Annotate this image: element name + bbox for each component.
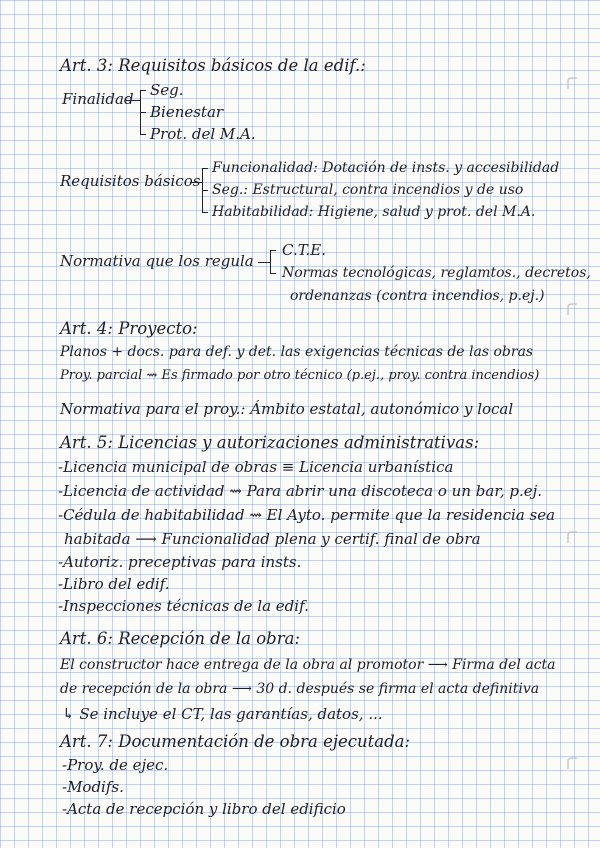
art4-line: Planos + docs. para def. y det. las exigencias técnicas de las obras [60,344,534,360]
art5-item: -Libro del edif. [58,575,170,593]
art7-item: -Proy. de ejec. [62,756,169,774]
finalidad-label: Finalidad [62,90,134,108]
art4-line: Proy. parcial ⇝ Es firmado por otro técnico (p.ej., proy. contra incendios) [60,368,540,383]
art5-title: Art. 5: Licencias y autorizaciones administrativas: [60,433,480,452]
requisito-item: Seg.: Estructural, contra incendios y de uso [212,182,524,198]
punch-hole-mark [565,302,579,316]
art7-item: -Acta de recepción y libro del edificio [62,800,346,818]
punch-hole-mark [565,530,579,544]
art4-title: Art. 4: Proyecto: [60,319,198,338]
art3-title: Art. 3: Requisitos básicos de la edif.: [60,56,366,75]
art6-title: Art. 6: Recepción de la obra: [60,629,301,648]
requisito-item: Habitabilidad: Higiene, salud y prot. del M.A. [212,204,536,220]
art5-item: -Autoriz. preceptivas para insts. [58,553,302,571]
art6-line: ↳ Se incluye el CT, las garantías, datos, ... [62,705,383,723]
art7-title: Art. 7: Documentación de obra ejecutada: [60,732,411,751]
finalidad-item: Bienestar [150,103,224,121]
requisito-item: Funcionalidad: Dotación de insts. y accesibilidad [212,160,560,176]
requisitos-connector [190,182,202,183]
art5-item: -Licencia de actividad ⇝ Para abrir una discoteca o un bar, p.ej. [58,482,543,500]
art6-line: El constructor hace entrega de la obra al promotor ⟶ Firma del acta [60,657,556,673]
punch-hole-mark [565,76,579,90]
art5-item: -Licencia municipal de obras ≡ Licencia urbanística [58,458,454,476]
normativa-item: C.T.E. [282,241,326,259]
art6-line: de recepción de la obra ⟶ 30 d. después se firma el acta definitiva [60,681,540,697]
art7-item: -Modifs. [62,778,124,796]
art5-item: -Cédula de habitabilidad ⇝ El Ayto. permite que la residencia sea [58,506,556,524]
normativa-label: Normativa que los regula [60,252,254,270]
normativa-connector [258,262,270,263]
art4-line: Normativa para el proy.: Ámbito estatal, autonómico y local [60,400,514,418]
finalidad-item: Seg. [150,81,184,99]
art5-item: habitada ⟶ Funcionalidad plena y certif. final de obra [64,530,481,548]
finalidad-item: Prot. del M.A. [150,125,256,143]
normativa-item: ordenanzas (contra incendios, p.ej.) [290,288,545,304]
finalidad-connector [126,100,140,101]
requisitos-label: Requisitos básicos [60,172,201,190]
punch-hole-mark [565,756,579,770]
art5-item: -Inspecciones técnicas de la edif. [58,597,309,615]
normativa-item: Normas tecnológicas, reglamtos., decretos, [282,265,591,281]
normativa-bracket [270,250,271,274]
